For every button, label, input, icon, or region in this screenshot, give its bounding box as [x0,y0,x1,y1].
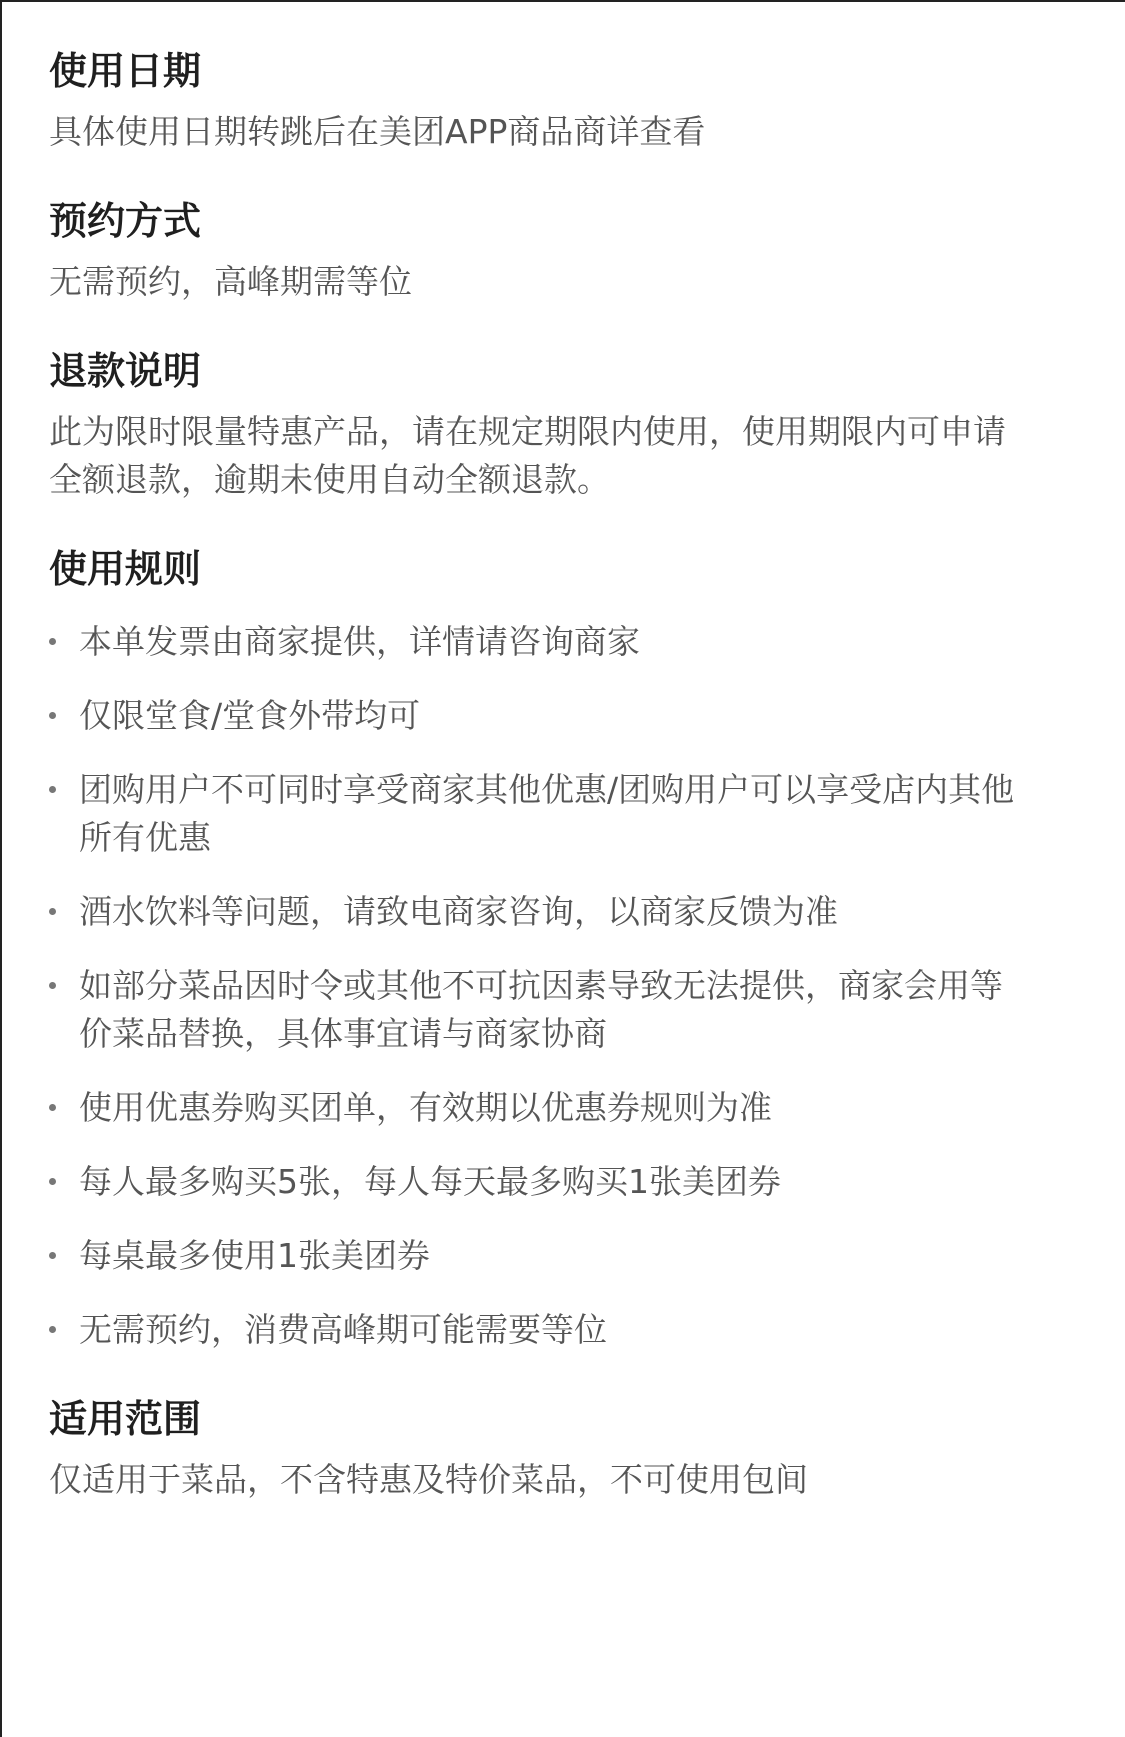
bullet-dot-icon [49,1178,56,1185]
bullet-dot-icon [49,1326,56,1333]
bullet-dot-icon [49,1104,56,1111]
rule-item-text: 如部分菜品因时令或其他不可抗因素导致无法提供，商家会用等价菜品替换，具体事宜请与商家协商 [79,966,1003,1053]
bullet-dot-icon [49,908,56,915]
section-body-usage-date: 具体使用日期转跳后在美团APP商品商详查看 [49,112,706,151]
rule-item [49,1158,1085,1206]
rule-item-text: 每人最多购买5张，每人每天最多购买1张美团券 [79,1162,781,1201]
section-usage-rules [49,542,1085,1354]
section-body-applicable-scope: 仅适用于菜品，不含特惠及特价菜品，不可使用包间 [49,1460,808,1499]
section-body-refund-policy: 此为限时限量特惠产品，请在规定期限内使用，使用期限内可申请全额退款，逾期未使用自动全额退款。 [49,412,1006,499]
rule-item-text: 使用优惠券购买团单，有效期以优惠券规则为准 [79,1088,772,1127]
bullet-dot-icon [49,638,56,645]
bullet-dot-icon [49,1252,56,1259]
section-title-usage-date: 使用日期 [49,49,202,93]
section-title-usage-rules: 使用规则 [49,547,202,591]
rule-item [49,888,1085,936]
section-title-refund-policy: 退款说明 [49,349,202,393]
rule-item [49,1306,1085,1354]
section-usage-date [49,44,1085,156]
rule-item [49,692,1085,740]
section-applicable-scope [49,1392,1085,1504]
rule-item [49,962,1085,1058]
bullet-dot-icon [49,712,56,719]
section-refund-policy [49,344,1085,504]
section-title-applicable-scope: 适用范围 [49,1397,202,1441]
section-title-booking-method: 预约方式 [49,199,202,243]
rule-item-text: 仅限堂食/堂食外带均可 [79,696,421,735]
bullet-dot-icon [49,786,56,793]
section-booking-method [49,194,1085,306]
rule-item [49,618,1085,666]
rule-item [49,766,1085,862]
rule-item-text: 无需预约，消费高峰期可能需要等位 [79,1310,607,1349]
section-body-booking-method: 无需预约，高峰期需等位 [49,262,412,301]
rule-item-text: 每桌最多使用1张美团券 [79,1236,430,1275]
bullet-dot-icon [49,982,56,989]
rule-item [49,1084,1085,1132]
rule-item [49,1232,1085,1280]
rule-item-text: 酒水饮料等问题，请致电商家咨询，以商家反馈为准 [79,892,838,931]
usage-rules-list [49,618,1085,1354]
rule-item-text: 本单发票由商家提供，详情请咨询商家 [79,622,640,661]
rule-item-text: 团购用户不可同时享受商家其他优惠/团购用户可以享受店内其他所有优惠 [79,770,1015,857]
